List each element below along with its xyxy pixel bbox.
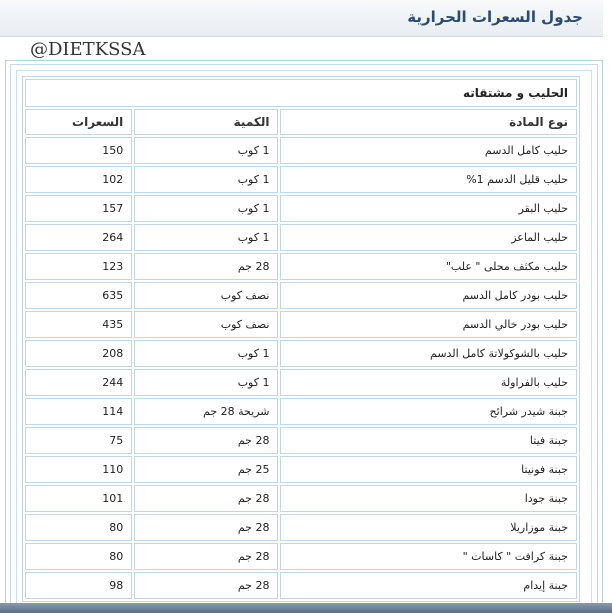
title-bar bbox=[0, 0, 603, 37]
page-title: جدول السعرات الحرارية bbox=[407, 8, 583, 26]
cell-quantity: 28 جم bbox=[134, 485, 278, 512]
cell-quantity: نصف كوب bbox=[134, 282, 278, 309]
cell-calories: 123 bbox=[25, 253, 132, 280]
taskbar-strip bbox=[0, 603, 612, 613]
table-row bbox=[25, 485, 577, 512]
cell-calories: 635 bbox=[25, 282, 132, 309]
cell-calories: 264 bbox=[25, 224, 132, 251]
cell-quantity: 1 كوب bbox=[134, 369, 278, 396]
cell-item: حليب الماعز bbox=[280, 224, 577, 251]
cell-item: حليب قليل الدسم 1% bbox=[280, 166, 577, 193]
cell-item: جبنة كرافت " كاسات " bbox=[280, 543, 577, 570]
cell-calories: 102 bbox=[25, 166, 132, 193]
table-row bbox=[25, 572, 577, 599]
cell-calories: 98 bbox=[25, 572, 132, 599]
cell-calories: 157 bbox=[25, 195, 132, 222]
table-row bbox=[25, 340, 577, 367]
calorie-table-container bbox=[22, 76, 580, 602]
cell-calories: 75 bbox=[25, 427, 132, 454]
table-row bbox=[25, 514, 577, 541]
table-row bbox=[25, 456, 577, 483]
cell-item: حليب بالشوكولاتة كامل الدسم bbox=[280, 340, 577, 367]
cell-item: حليب البقر bbox=[280, 195, 577, 222]
cell-item: جبنة فونيتا bbox=[280, 456, 577, 483]
column-header-calories: السعرات bbox=[25, 109, 132, 135]
table-row bbox=[25, 166, 577, 193]
cell-item: جبنة فيتا bbox=[280, 427, 577, 454]
cell-calories: 80 bbox=[25, 543, 132, 570]
calorie-table bbox=[22, 76, 580, 602]
cell-calories: 114 bbox=[25, 398, 132, 425]
cell-calories: 208 bbox=[25, 340, 132, 367]
cell-calories: 150 bbox=[25, 137, 132, 164]
cell-quantity: 28 جم bbox=[134, 543, 278, 570]
cell-quantity: 28 جم bbox=[134, 253, 278, 280]
column-header-item: نوع المادة bbox=[280, 109, 577, 135]
table-row bbox=[25, 282, 577, 309]
table-row bbox=[25, 137, 577, 164]
cell-calories: 244 bbox=[25, 369, 132, 396]
cell-item: جبنة جودا bbox=[280, 485, 577, 512]
table-row bbox=[25, 195, 577, 222]
cell-quantity: 28 جم bbox=[134, 427, 278, 454]
table-row bbox=[25, 224, 577, 251]
cell-quantity: 1 كوب bbox=[134, 195, 278, 222]
header-row bbox=[25, 109, 577, 135]
cell-quantity: 1 كوب bbox=[134, 340, 278, 367]
table-row bbox=[25, 311, 577, 338]
cell-item: حليب مكثف محلى " علب" bbox=[280, 253, 577, 280]
cell-item: حليب بودر كامل الدسم bbox=[280, 282, 577, 309]
cell-quantity: 28 جم bbox=[134, 514, 278, 541]
cell-item: حليب كامل الدسم bbox=[280, 137, 577, 164]
category-title: الحليب و مشتقاته bbox=[25, 79, 577, 107]
cell-quantity: 25 جم bbox=[134, 456, 278, 483]
table-row bbox=[25, 427, 577, 454]
cell-calories: 101 bbox=[25, 485, 132, 512]
table-row bbox=[25, 369, 577, 396]
watermark-handle: @DIETKSSA bbox=[30, 39, 146, 60]
cell-item: حليب بالفراولة bbox=[280, 369, 577, 396]
cell-item: حليب بودر خالي الدسم bbox=[280, 311, 577, 338]
cell-quantity: نصف كوب bbox=[134, 311, 278, 338]
table-row bbox=[25, 398, 577, 425]
cell-quantity: 1 كوب bbox=[134, 224, 278, 251]
cell-quantity: 1 كوب bbox=[134, 137, 278, 164]
cell-calories: 435 bbox=[25, 311, 132, 338]
cell-quantity: 1 كوب bbox=[134, 166, 278, 193]
category-row bbox=[25, 79, 577, 107]
table-row bbox=[25, 543, 577, 570]
cell-calories: 80 bbox=[25, 514, 132, 541]
cell-quantity: 28 جم bbox=[134, 572, 278, 599]
cell-calories: 110 bbox=[25, 456, 132, 483]
cell-quantity: شريحة 28 جم bbox=[134, 398, 278, 425]
table-row bbox=[25, 253, 577, 280]
cell-item: جبنة شيدر شرائح bbox=[280, 398, 577, 425]
column-header-quantity: الكمية bbox=[134, 109, 278, 135]
cell-item: جبنة إيدام bbox=[280, 572, 577, 599]
cell-item: جبنة موزاريلا bbox=[280, 514, 577, 541]
